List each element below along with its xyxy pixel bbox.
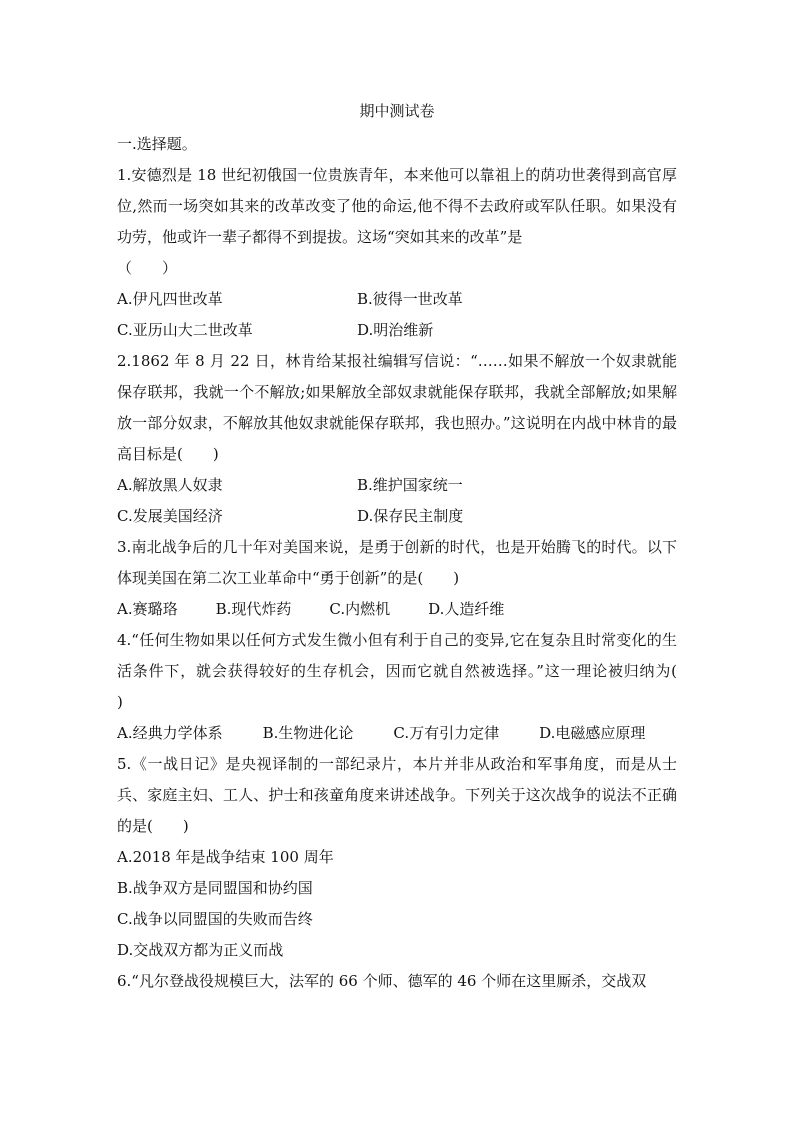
question-stem: 3.南北战争后的几十年对美国来说，是勇于创新的时代，也是开始腾飞的时代。以下体现美国在第二次工业革命中“勇于创新”的是( ) — [117, 538, 677, 587]
option-b: B.生物进化论 — [262, 724, 354, 742]
options-row — [117, 284, 677, 315]
options-row — [117, 594, 677, 625]
options-row — [117, 501, 677, 532]
section-heading: 一.选择题。 — [117, 135, 197, 153]
option-c: C.亚历山大二世改革 — [117, 321, 253, 339]
option-c: C.万有引力定律 — [393, 724, 500, 742]
option-d: D.明治维新 — [357, 321, 434, 339]
answer-paren: （ ） — [117, 259, 178, 277]
question-stem: 1.安德烈是 18 世纪初俄国一位贵族青年，本来他可以靠祖上的荫功世袭得到高官厚位,然而一场突如其来的改革改变了他的命运,他不得不去政府或军队任职。如果没有功劳，他或许一辈子都得不到提拔。这场“突如其来的改革”是 — [117, 166, 677, 246]
option-d: D.电磁感应原理 — [539, 724, 646, 742]
option-b: B.维护国家统一 — [357, 476, 463, 494]
page-title: 期中测试卷 — [359, 102, 435, 120]
question-2 — [117, 346, 677, 532]
question-stem: 4.“任何生物如果以任何方式发生微小但有利于自己的变异,它在复杂且时常变化的生活条件下，就会获得较好的生存机会，因而它就自然被选择。”这一理论被归纳为( ) — [117, 631, 708, 711]
question-stem: 5.《一战日记》是央视译制的一部纪录片，本片并非从政治和军事角度，而是从士兵、家庭主妇、工人、护士和孩童角度来讲述战争。下列关于这次战争的说法不正确的是( ) — [117, 755, 677, 835]
option-a: A.赛璐珞 — [117, 600, 178, 618]
option-c: C.战争以同盟国的失败而告终 — [117, 910, 313, 928]
option-d: D.交战双方都为正义而战 — [117, 941, 284, 959]
option-a: A.经典力学体系 — [117, 724, 223, 742]
option-b: B.战争双方是同盟国和协约国 — [117, 879, 313, 897]
question-5 — [117, 749, 677, 966]
options-row — [117, 718, 677, 749]
question-3 — [117, 532, 677, 625]
option-a: A.解放黑人奴隶 — [117, 476, 223, 494]
option-d: D.保存民主制度 — [357, 507, 464, 525]
question-stem: 6.“凡尔登战役规模巨大，法军的 66 个师、德军的 46 个师在这里厮杀，交战双 — [117, 972, 647, 990]
exam-content — [117, 98, 708, 997]
question-1 — [117, 160, 677, 346]
option-a: A.伊凡四世改革 — [117, 290, 223, 308]
option-a: A.2018 年是战争结束 100 周年 — [117, 848, 334, 866]
option-d: D.人造纤维 — [428, 600, 505, 618]
options-row — [117, 470, 677, 501]
question-6 — [117, 966, 677, 997]
option-b: B.彼得一世改革 — [357, 290, 463, 308]
options-row — [117, 315, 677, 346]
option-b: B.现代炸药 — [215, 600, 292, 618]
option-c: C.发展美国经济 — [117, 507, 223, 525]
question-4 — [117, 625, 708, 749]
question-stem: 2.1862 年 8 月 22 日，林肯给某报社编辑写信说：“……如果不解放一个奴隶就能保存联邦，我就一个不解放;如果解放全部奴隶就能保存联邦，我就全部解放;如果解放一部分奴隶，不解放其他奴隶就能保存联邦，我也照办。”这说明在内战中林肯的最高目标是( ) — [117, 352, 677, 463]
option-c: C.内燃机 — [329, 600, 391, 618]
